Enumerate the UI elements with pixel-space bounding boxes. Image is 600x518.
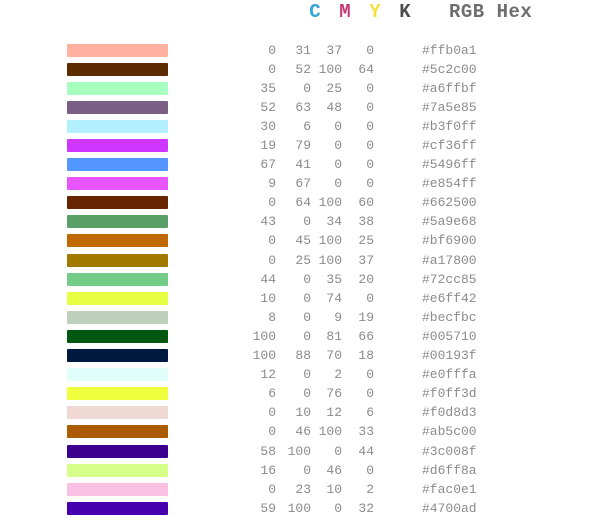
cmyk-k-value: 2 — [366, 481, 374, 497]
cmyk-k-value: 33 — [358, 424, 374, 440]
color-swatch — [67, 273, 168, 286]
cmyk-k-value: 66 — [358, 328, 374, 344]
color-swatch — [67, 292, 168, 305]
cmyk-c-value: 30 — [260, 118, 276, 134]
cmyk-k-value: 18 — [358, 348, 374, 364]
hex-value: #fac0e1 — [422, 481, 477, 497]
table-row — [0, 60, 600, 79]
color-swatch — [67, 330, 168, 343]
header-c: C — [309, 1, 321, 23]
table-row — [0, 441, 600, 460]
hex-value: #d6ff8a — [422, 462, 477, 478]
color-swatch — [67, 139, 168, 152]
cmyk-y-value: 81 — [326, 328, 342, 344]
table-row — [0, 193, 600, 212]
header-rgb-hex: RGB Hex — [449, 1, 533, 23]
color-swatch — [67, 254, 168, 267]
cmyk-c-value: 59 — [260, 500, 276, 516]
cmyk-k-value: 32 — [358, 500, 374, 516]
hex-value: #662500 — [422, 195, 477, 211]
cmyk-m-value: 31 — [295, 42, 311, 58]
cmyk-y-value: 0 — [334, 443, 342, 459]
cmyk-k-value: 64 — [358, 61, 374, 77]
table-row — [0, 289, 600, 308]
cmyk-m-value: 0 — [303, 367, 311, 383]
cmyk-y-value: 48 — [326, 99, 342, 115]
table-row — [0, 480, 600, 499]
hex-value: #4700ad — [422, 500, 477, 516]
cmyk-y-value: 2 — [334, 367, 342, 383]
cmyk-c-value: 52 — [260, 99, 276, 115]
cmyk-m-value: 63 — [295, 99, 311, 115]
cmyk-k-value: 44 — [358, 443, 374, 459]
cmyk-m-value: 45 — [295, 233, 311, 249]
color-swatch — [67, 425, 168, 438]
color-swatch — [67, 349, 168, 362]
color-swatch — [67, 44, 168, 57]
cmyk-k-value: 25 — [358, 233, 374, 249]
hex-value: #bf6900 — [422, 233, 477, 249]
cmyk-k-value: 6 — [366, 405, 374, 421]
color-swatch — [67, 311, 168, 324]
hex-value: #5c2c00 — [422, 61, 477, 77]
cmyk-c-value: 0 — [268, 252, 276, 268]
cmyk-c-value: 58 — [260, 443, 276, 459]
cmyk-m-value: 0 — [303, 290, 311, 306]
header-y: Y — [369, 1, 381, 23]
cmyk-y-value: 0 — [334, 118, 342, 134]
cmyk-m-value: 0 — [303, 462, 311, 478]
cmyk-y-value: 0 — [334, 500, 342, 516]
table-row — [0, 251, 600, 270]
cmyk-y-value: 100 — [318, 252, 342, 268]
cmyk-m-value: 79 — [295, 138, 311, 154]
cmyk-y-value: 9 — [334, 309, 342, 325]
cmyk-m-value: 6 — [303, 118, 311, 134]
cmyk-k-value: 0 — [366, 42, 374, 58]
cmyk-y-value: 100 — [318, 233, 342, 249]
cmyk-m-value: 0 — [303, 328, 311, 344]
hex-value: #e6ff42 — [422, 290, 477, 306]
color-swatch — [67, 483, 168, 496]
cmyk-c-value: 67 — [260, 157, 276, 173]
cmyk-m-value: 0 — [303, 271, 311, 287]
hex-value: #5496ff — [422, 157, 477, 173]
table-row — [0, 461, 600, 480]
cmyk-m-value: 64 — [295, 195, 311, 211]
header-m: M — [339, 1, 351, 23]
table-row — [0, 41, 600, 60]
cmyk-y-value: 100 — [318, 424, 342, 440]
hex-value: #ab5c00 — [422, 424, 477, 440]
cmyk-y-value: 70 — [326, 348, 342, 364]
color-swatch — [67, 215, 168, 228]
cmyk-c-value: 19 — [260, 138, 276, 154]
cmyk-k-value: 37 — [358, 252, 374, 268]
cmyk-k-value: 0 — [366, 462, 374, 478]
hex-value: #a6ffbf — [422, 80, 477, 96]
color-swatch — [67, 120, 168, 133]
cmyk-c-value: 0 — [268, 42, 276, 58]
cmyk-k-value: 0 — [366, 290, 374, 306]
cmyk-c-value: 100 — [252, 328, 276, 344]
color-swatch — [67, 158, 168, 171]
cmyk-c-value: 35 — [260, 80, 276, 96]
cmyk-m-value: 100 — [287, 500, 311, 516]
cmyk-c-value: 12 — [260, 367, 276, 383]
cmyk-m-value: 0 — [303, 309, 311, 325]
table-row — [0, 365, 600, 384]
cmyk-y-value: 46 — [326, 462, 342, 478]
hex-value: #a17800 — [422, 252, 477, 268]
hex-value: #72cc85 — [422, 271, 477, 287]
cmyk-y-value: 76 — [326, 386, 342, 402]
cmyk-k-value: 0 — [366, 80, 374, 96]
hex-value: #ffb0a1 — [422, 42, 477, 58]
table-row — [0, 98, 600, 117]
cmyk-k-value: 0 — [366, 367, 374, 383]
cmyk-c-value: 10 — [260, 290, 276, 306]
table-row — [0, 327, 600, 346]
color-table — [0, 41, 600, 518]
hex-value: #e854ff — [422, 176, 477, 192]
color-swatch — [67, 387, 168, 400]
cmyk-c-value: 0 — [268, 233, 276, 249]
cmyk-m-value: 41 — [295, 157, 311, 173]
cmyk-c-value: 0 — [268, 424, 276, 440]
color-swatch — [67, 177, 168, 190]
cmyk-k-value: 0 — [366, 99, 374, 115]
cmyk-c-value: 8 — [268, 309, 276, 325]
cmyk-k-value: 0 — [366, 157, 374, 173]
color-swatch — [67, 234, 168, 247]
table-row — [0, 79, 600, 98]
table-row — [0, 136, 600, 155]
cmyk-c-value: 44 — [260, 271, 276, 287]
cmyk-y-value: 35 — [326, 271, 342, 287]
cmyk-m-value: 52 — [295, 61, 311, 77]
cmyk-m-value: 25 — [295, 252, 311, 268]
hex-value: #f0ff3d — [422, 386, 477, 402]
cmyk-y-value: 37 — [326, 42, 342, 58]
color-swatch — [67, 502, 168, 515]
table-row — [0, 403, 600, 422]
hex-value: #00193f — [422, 348, 477, 364]
cmyk-k-value: 20 — [358, 271, 374, 287]
cmyk-y-value: 34 — [326, 214, 342, 230]
cmyk-k-value: 0 — [366, 176, 374, 192]
cmyk-y-value: 12 — [326, 405, 342, 421]
table-row — [0, 499, 600, 518]
hex-value: #b3f0ff — [422, 118, 477, 134]
table-row — [0, 212, 600, 231]
color-swatch — [67, 82, 168, 95]
cmyk-m-value: 10 — [295, 405, 311, 421]
cmyk-y-value: 100 — [318, 61, 342, 77]
cmyk-c-value: 9 — [268, 176, 276, 192]
cmyk-y-value: 25 — [326, 80, 342, 96]
color-swatch — [67, 101, 168, 114]
hex-value: #7a5e85 — [422, 99, 477, 115]
cmyk-c-value: 0 — [268, 481, 276, 497]
table-row — [0, 231, 600, 250]
cmyk-c-value: 0 — [268, 405, 276, 421]
hex-value: #becfbc — [422, 309, 477, 325]
cmyk-y-value: 0 — [334, 157, 342, 173]
cmyk-m-value: 0 — [303, 80, 311, 96]
hex-value: #f0d8d3 — [422, 405, 477, 421]
cmyk-c-value: 0 — [268, 195, 276, 211]
cmyk-y-value: 100 — [318, 195, 342, 211]
cmyk-c-value: 100 — [252, 348, 276, 364]
cmyk-c-value: 6 — [268, 386, 276, 402]
cmyk-m-value: 67 — [295, 176, 311, 192]
cmyk-k-value: 0 — [366, 386, 374, 402]
cmyk-y-value: 10 — [326, 481, 342, 497]
header-k: K — [399, 1, 411, 23]
cmyk-m-value: 0 — [303, 214, 311, 230]
table-header — [0, 1, 600, 23]
table-row — [0, 384, 600, 403]
cmyk-m-value: 88 — [295, 348, 311, 364]
hex-value: #e0fffa — [422, 367, 477, 383]
table-row — [0, 308, 600, 327]
cmyk-c-value: 16 — [260, 462, 276, 478]
color-swatch — [67, 445, 168, 458]
hex-value: #cf36ff — [422, 138, 477, 154]
table-row — [0, 174, 600, 193]
table-row — [0, 117, 600, 136]
table-row — [0, 155, 600, 174]
cmyk-c-value: 43 — [260, 214, 276, 230]
hex-value: #5a9e68 — [422, 214, 477, 230]
table-row — [0, 346, 600, 365]
color-swatch — [67, 368, 168, 381]
table-row — [0, 270, 600, 289]
cmyk-k-value: 19 — [358, 309, 374, 325]
cmyk-y-value: 0 — [334, 138, 342, 154]
cmyk-y-value: 0 — [334, 176, 342, 192]
cmyk-m-value: 100 — [287, 443, 311, 459]
cmyk-c-value: 0 — [268, 61, 276, 77]
cmyk-k-value: 38 — [358, 214, 374, 230]
cmyk-m-value: 23 — [295, 481, 311, 497]
table-row — [0, 422, 600, 441]
cmyk-k-value: 0 — [366, 118, 374, 134]
color-swatch — [67, 196, 168, 209]
cmyk-m-value: 0 — [303, 386, 311, 402]
hex-value: #3c008f — [422, 443, 477, 459]
color-swatch — [67, 406, 168, 419]
color-swatch — [67, 464, 168, 477]
cmyk-m-value: 46 — [295, 424, 311, 440]
color-swatch — [67, 63, 168, 76]
cmyk-k-value: 60 — [358, 195, 374, 211]
cmyk-y-value: 74 — [326, 290, 342, 306]
cmyk-k-value: 0 — [366, 138, 374, 154]
hex-value: #005710 — [422, 328, 477, 344]
